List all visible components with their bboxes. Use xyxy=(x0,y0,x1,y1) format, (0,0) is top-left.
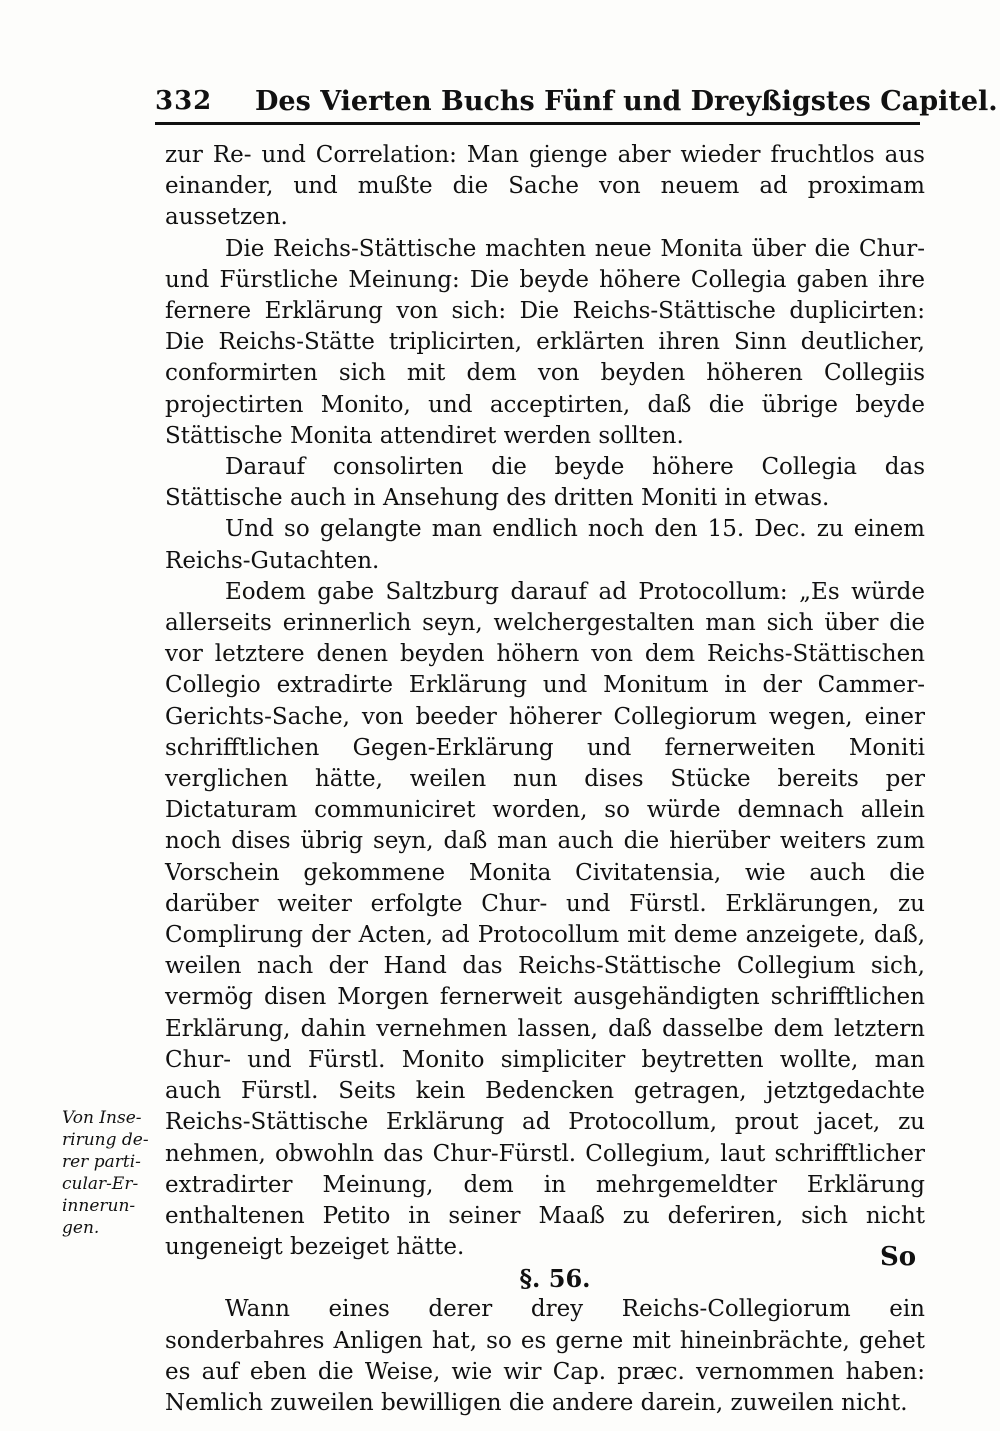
paragraph-continuation: zur Re- und Correlation: Man gienge aber wieder fruchtlos aus einander, und mußte die Sache von neuem ad proximam aussetzen. xyxy=(165,142,925,231)
paragraph-section-56: Wann eines derer drey Reichs-Collegiorum ein sonderbahres Anligen hat, so es gerne mit hineinbrächte, gehet es auf eben die Weise, wie wir Cap. præc. vernommen haben: Nemlich zuweilen bewilligen die andere darein, zuweilen nicht. xyxy=(165,1296,925,1416)
running-head: Des Vierten Buchs Fünf und Dreyßigstes Capitel. xyxy=(255,86,998,117)
paragraph: Darauf consolirten die beyde höhere Collegia das Stättische auch in Ansehung des dritten Moniti in etwas. xyxy=(165,454,925,512)
paragraph: Die Reichs-Stättische machten neue Monita über die Chur- und Fürstliche Meinung: Die beyde höhere Collegia gaben ihre fernere Erklärung von sich: Die Reichs-Stättische duplicirten: Die Reichs-Stätte triplicirten, erklärten ihren Sinn deutlicher, conformirten sich mit dem von beyden höheren Collegiis projectirten Monito, und acceptirten, daß die übrige beyde Stättische Monita attendiret werden sollten. xyxy=(165,235,925,449)
margin-note-line: cular-Er- xyxy=(62,1174,139,1194)
catchword: So xyxy=(880,1242,917,1272)
margin-note-line: Von Inse- xyxy=(62,1108,142,1128)
margin-note-line: rer parti- xyxy=(62,1152,141,1172)
page-number: 332 xyxy=(155,86,213,116)
paragraph-protocol: Eodem gabe Saltzburg darauf ad Protocollum: „Es würde allerseits erinnerlich seyn, welchergestalten man sich über die vor letztere denen beyden höhern von dem Reichs-Stättischen Collegio extradirte Erklärung und Monitum in der Cammer-Gerichts-Sache, von beeder höherer Collegiorum wegen, einer schrifftlichen Gegen-Erklärung und fernerweiten Moniti verglichen hätte, weilen nun dises Stücke bereits per Dictaturam communiciret worden, so würde demnach allein noch dises übrig seyn, daß man auch die hierüber weiters zum Vorschein gekommene Monita Civitatensia, wie auch die darüber weiter erfolgte Chur- und Fürstl. Erklärungen, zu Complirung der Acten, ad Protocollum mit deme anzeigete, daß, weilen nach der Hand das Reichs-Stättische Collegium sich, vermög disen Morgen fernerweit ausgehändigten schrifftlichen Erklärung, dahin vernehmen lassen, daß dasselbe dem letztern Chur- und Fürstl. Monito simpliciter beytretten wollte, man auch Fürstl. Seits kein Bedencken getragen, jetztgedachte Reichs-Stättische Erklärung ad Protocollum, prout jacet, zu nehmen, obwohln das Chur-Fürstl. Collegium, laut schrifftlicher extradirter Meinung, dem in mehrgemeldter Erklärung enthaltenen Petito in seiner Maaß zu deferiren, sich nicht ungeneigt bezeiget hätte. xyxy=(165,578,925,1261)
paragraph: Und so gelangte man endlich noch den 15. Dec. zu einem Reichs-Gutachten. xyxy=(165,516,925,574)
section-heading: §. 56. xyxy=(519,1264,591,1294)
margin-note-line: innerun- xyxy=(62,1196,136,1216)
body-text xyxy=(165,140,925,1419)
margin-note-line: rirung de- xyxy=(62,1130,149,1150)
page-header xyxy=(155,78,998,124)
margin-note-line: gen. xyxy=(62,1218,100,1238)
margin-note xyxy=(62,1107,172,1239)
header-rule xyxy=(155,122,920,125)
